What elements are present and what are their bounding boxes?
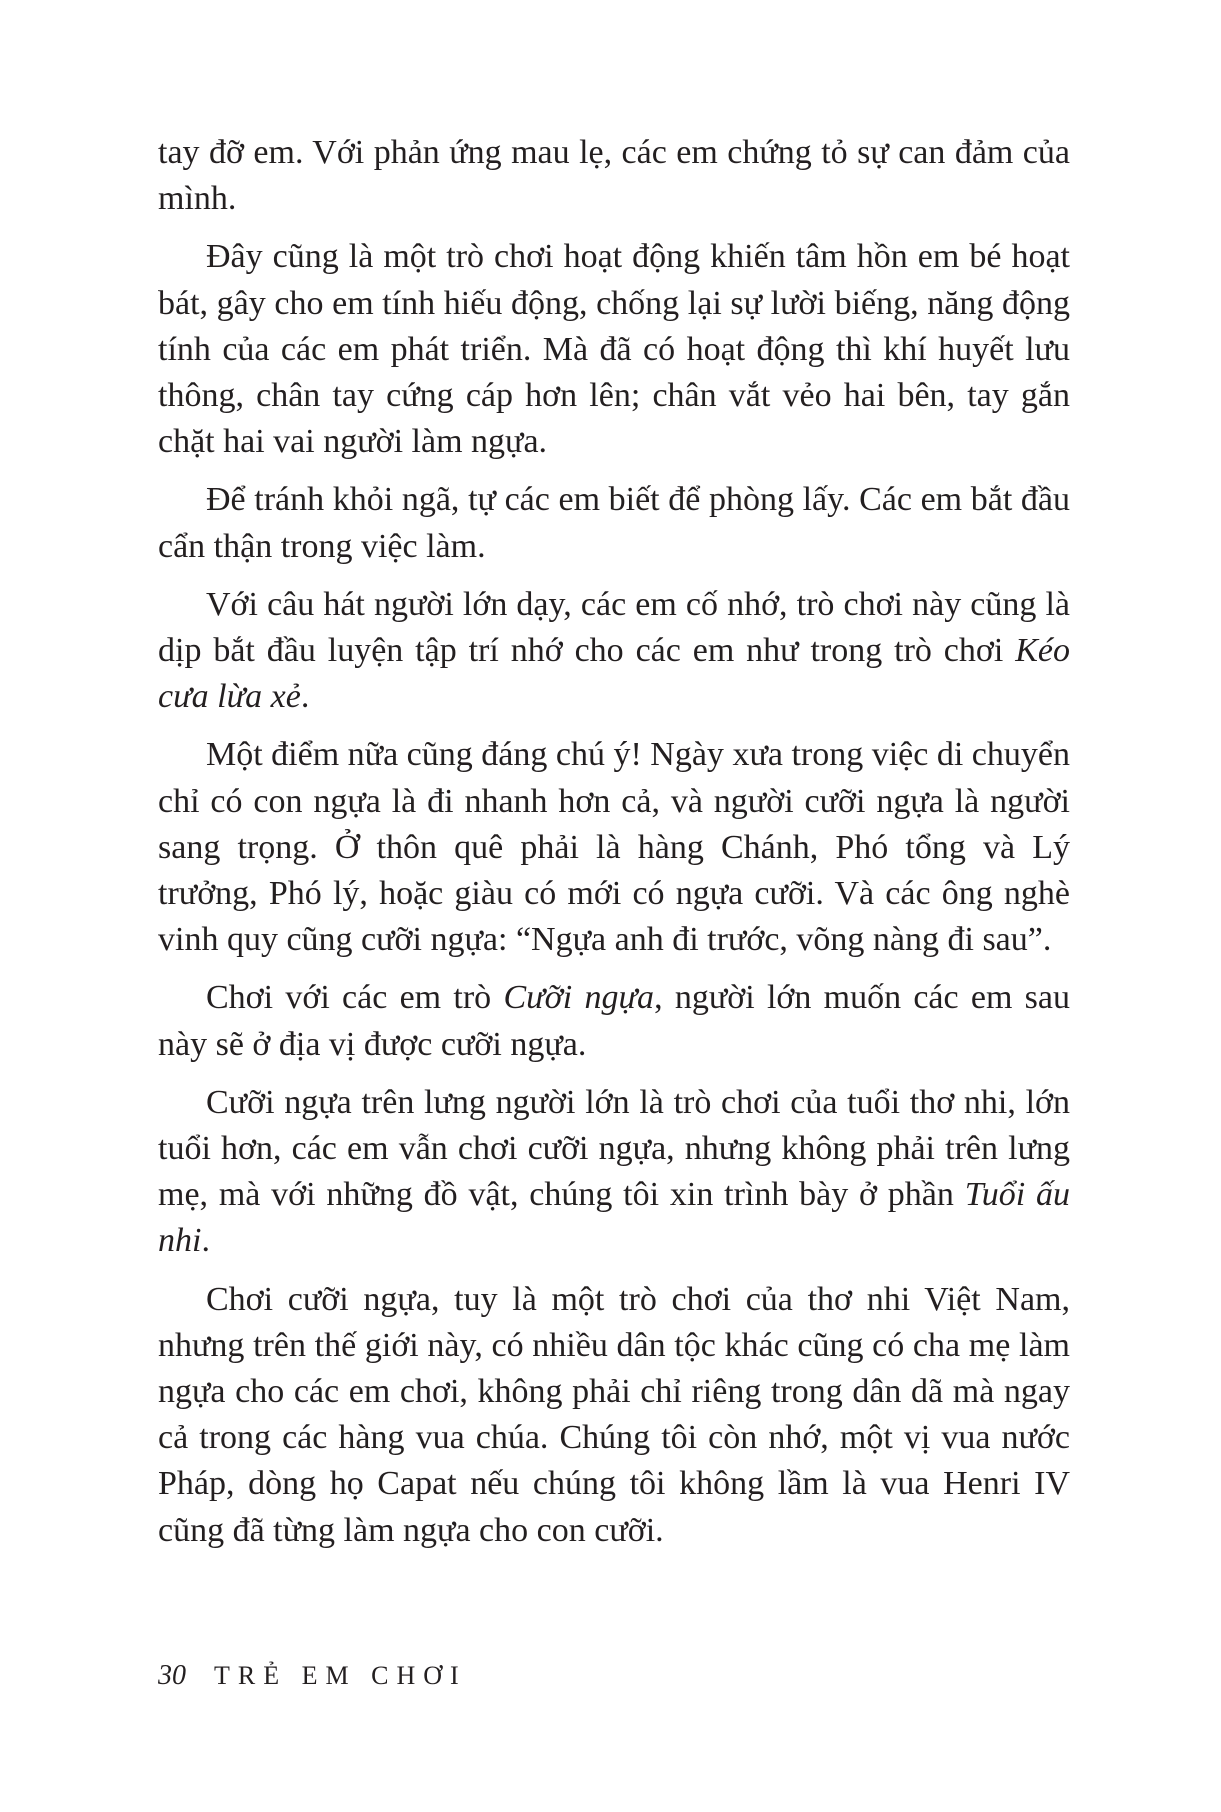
page-footer (158, 1656, 467, 1696)
paragraph-5-text: Một điểm nữa cũng đáng chú ý! Ngày xưa trong việc di chuyển chỉ có con ngựa là đi nhanh hơn cả, và người cưỡi ngựa là người sang trọng. Ở thôn quê phải là hàng Chánh, Phó tổng và Lý trưởng, Phó lý, hoặc giàu có mới có ngựa cưỡi. Và các ông nghè vinh quy cũng cưỡi ngựa: “Ngựa anh đi trước, võng nàng đi sau”. (158, 736, 1070, 959)
paragraph-8 (158, 1277, 1070, 1554)
paragraph-3-text: Để tránh khỏi ngã, tự các em biết để phòng lấy. Các em bắt đầu cẩn thận trong việc làm. (158, 481, 1070, 565)
paragraph-7-text: Cưỡi ngựa trên lưng người lớn là trò chơi của tuổi thơ nhi, lớn tuổi hơn, các em vẫn chơi cưỡi ngựa, nhưng không phải trên lưng mẹ, mà với những đồ vật, chúng tôi xin trình bày ở phần (158, 1083, 1070, 1214)
paragraph-8-text: Chơi cưỡi ngựa, tuy là một trò chơi của thơ nhi Việt Nam, nhưng trên thế giới này, có nhiều dân tộc khác cũng có cha mẹ làm ngựa cho các em chơi, không phải chỉ riêng trong dân dã mà ngay cả trong các hàng vua chúa. Chúng tôi còn nhớ, một vị vua nước Pháp, dòng họ Capat nếu chúng tôi không lầm là vua Henri IV cũng đã từng làm ngựa cho con cưỡi. (158, 1280, 1070, 1549)
body-text (158, 130, 1070, 1554)
paragraph-1-text: tay đỡ em. Với phản ứng mau lẹ, các em chứng tỏ sự can đảm của mình. (158, 134, 1070, 218)
paragraph-6 (158, 975, 1070, 1067)
running-title: TRẺ EM CHƠI (214, 1661, 467, 1690)
paragraph-7-text-end: . (201, 1222, 210, 1260)
paragraph-2-text: Đây cũng là một trò chơi hoạt động khiến tâm hồn em bé hoạt bát, gây cho em tính hiếu động, chống lại sự lười biếng, năng động tính của các em phát triển. Mà đã có hoạt động thì khí huyết lưu thông, chân tay cứng cáp hơn lên; chân vắt vẻo hai bên, tay gắn chặt hai vai người làm ngựa. (158, 238, 1070, 461)
paragraph-5 (158, 732, 1070, 963)
paragraph-3 (158, 477, 1070, 569)
paragraph-1 (158, 130, 1070, 222)
paragraph-6-title-italic: Cưỡi ngựa (503, 979, 655, 1017)
paragraph-4 (158, 582, 1070, 721)
paragraph-2 (158, 234, 1070, 465)
paragraph-4-text: Với câu hát người lớn dạy, các em cố nhớ, trò chơi này cũng là dịp bắt đầu luyện tập trí nhớ cho các em như trong trò chơi (158, 585, 1070, 670)
paragraph-4-text-end: . (300, 678, 310, 716)
paragraph-6-text-end: , người lớn muốn các em sau này sẽ ở địa vị được cưỡi ngựa. (158, 979, 1071, 1063)
page-number: 30 (158, 1660, 186, 1691)
paragraph-6-text: Chơi với các em trò (206, 979, 504, 1017)
paragraph-4-title-italic: Kéo cưa lừa xẻ (158, 632, 1070, 716)
paragraph-7 (158, 1080, 1070, 1265)
paragraph-7-title-italic: Tuổi ấu nhi (158, 1176, 1070, 1260)
